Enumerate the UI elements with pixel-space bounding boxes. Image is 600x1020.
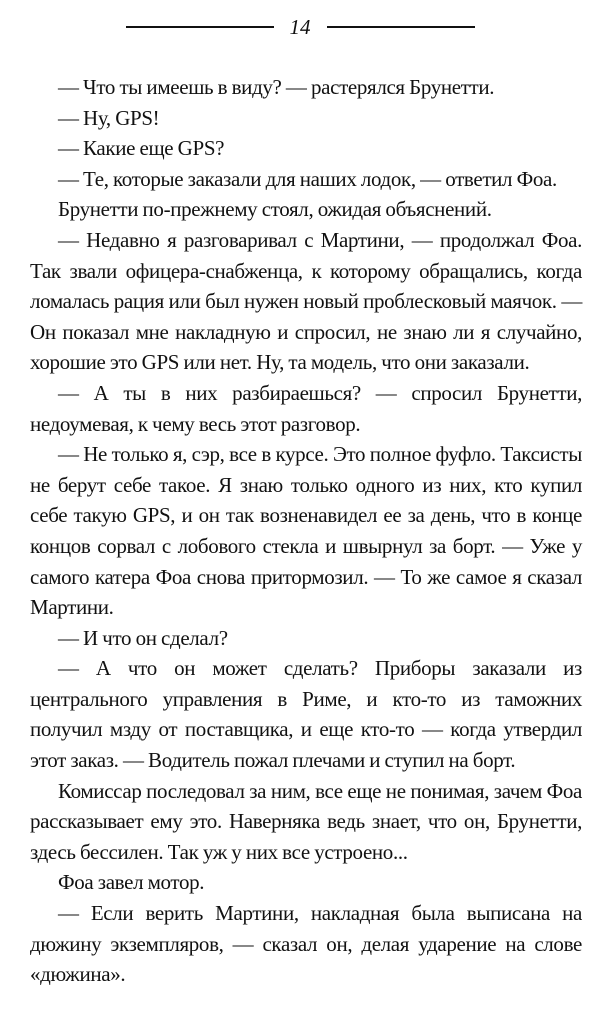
- header-rule-left: [126, 26, 274, 28]
- paragraph: — А ты в них разбираешься? — спросил Брунетти, недоумевая, к чему весь этот разговор.: [30, 380, 582, 436]
- body-text: [30, 72, 582, 990]
- paragraph: Фоа завел мотор.: [58, 870, 205, 895]
- paragraph: — Недавно я разговаривал с Мартини, — продолжал Фоа. Так звали офицера-снабженца, к которому обращались, когда ломалась рация или был нужен новый проблесковый маячок. — Он показал мне накладную и спросил, не знаю ли я случайно, хорошие это GPS или нет. Ну, та модель, что они заказали.: [30, 227, 582, 375]
- header-rule-right: [327, 26, 475, 28]
- paragraph: — Какие еще GPS?: [58, 136, 225, 161]
- paragraph: Комиссар последовал за ним, все еще не понимая, зачем Фоа рассказывает ему это. Наверняка ведь знает, что он, Брунетти, здесь бессилен. Так уж у них все устроено...: [30, 778, 582, 864]
- page-number: 14: [289, 14, 311, 39]
- paragraph: Брунетти по-прежнему стоял, ожидая объяснений.: [58, 197, 492, 222]
- paragraph: — Ну, GPS!: [58, 105, 160, 130]
- paragraph: — И что он сделал?: [58, 625, 228, 650]
- paragraph: — А что он может сделать? Приборы заказали из центрального управления в Риме, и кто-то из таможних получил мзду от поставщика, и еще кто-то — когда утвердил этот заказ. — Водитель пожал плечами и ступил на борт.: [30, 656, 582, 773]
- paragraph: — Если верить Мартини, накладная была выписана на дюжину экземпляров, — сказал он, делая ударение на слове «дюжина».: [30, 901, 582, 987]
- paragraph: — Не только я, сэр, все в курсе. Это полное фуфло. Таксисты не берут себе такое. Я знаю только одного из них, кто купил себе такую GPS, и он так возненавидел ее за день, что в конце концов сорвал с лобового стекла и швырнул за борт. — Уже у самого катера Фоа снова притормозил. — То же самое я сказал Мартини.: [30, 442, 582, 620]
- paragraph: — Те, которые заказали для наших лодок, — ответил Фоа.: [58, 166, 557, 191]
- page-header: [0, 10, 600, 44]
- paragraph: — Что ты имеешь в виду? — растерялся Брунетти.: [58, 75, 495, 99]
